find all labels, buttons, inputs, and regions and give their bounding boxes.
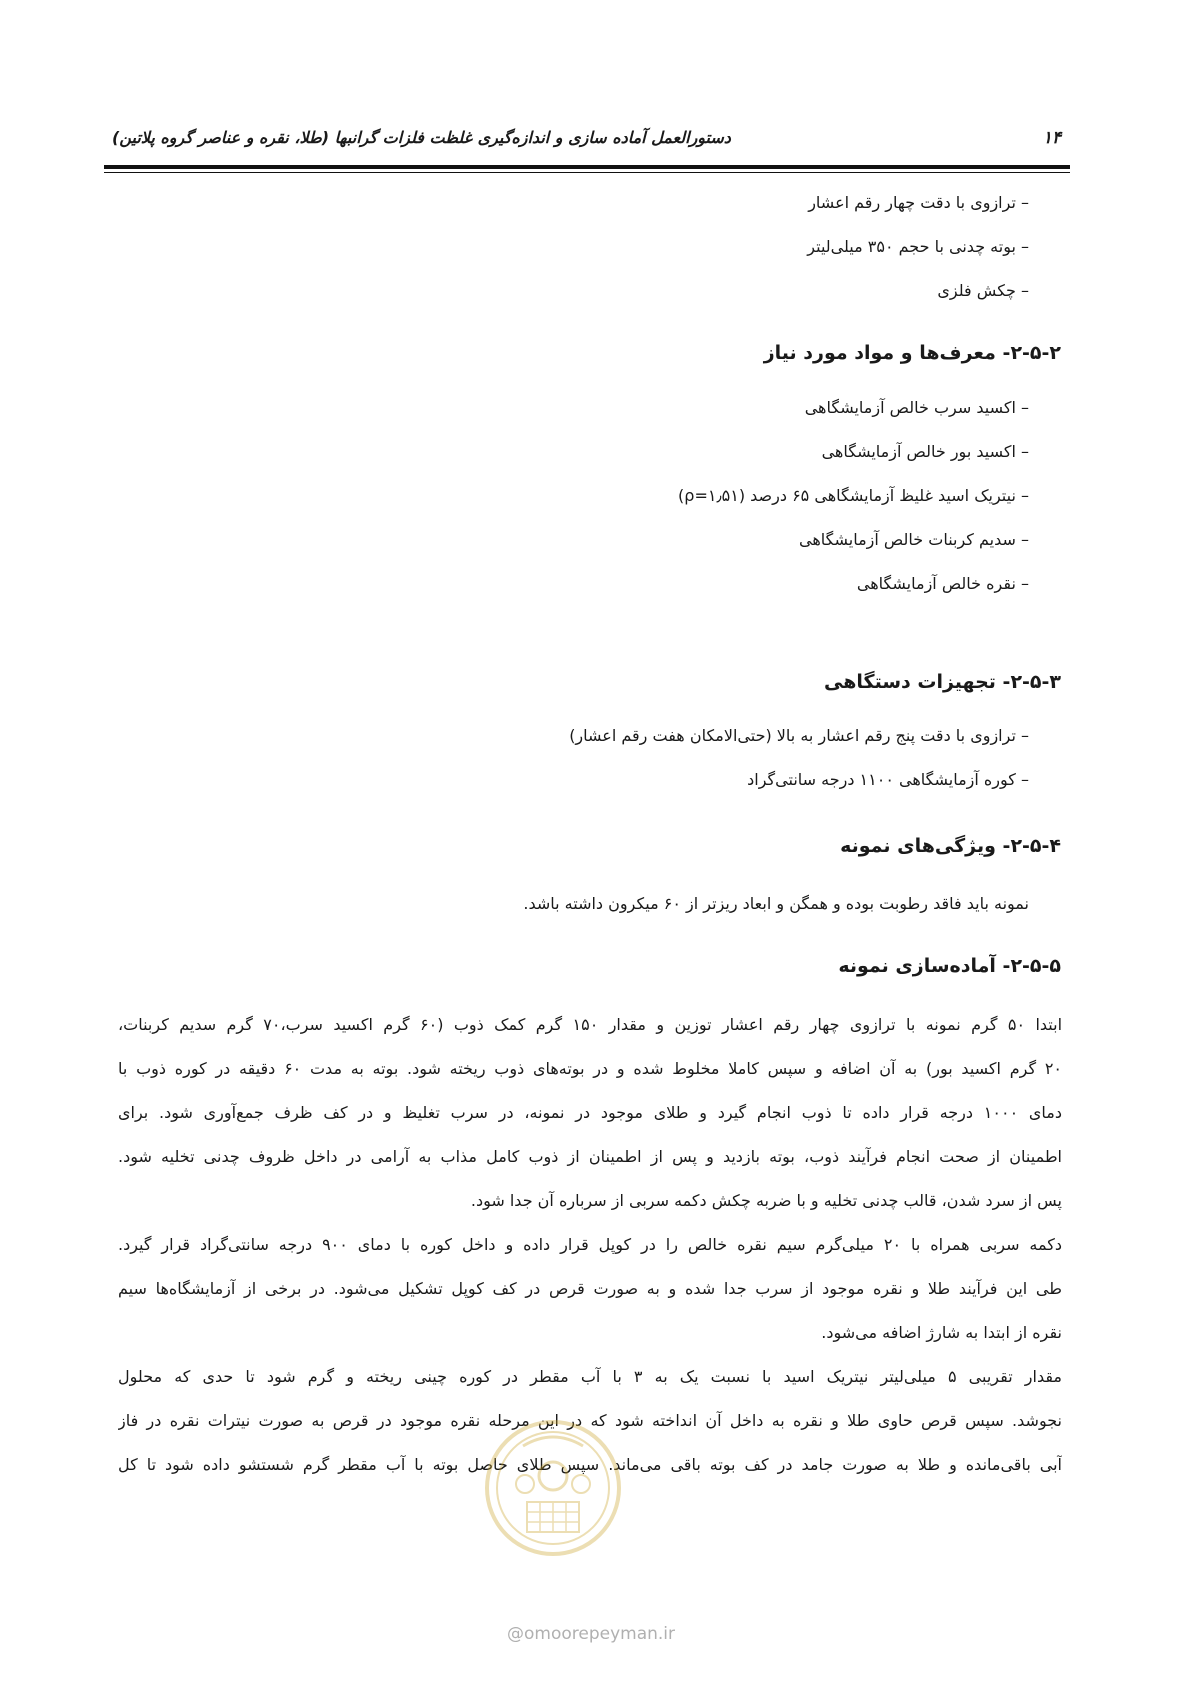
paragraph-line: نجوشد. سپس قرص حاوی طلا و نقره به داخل آن انداخته شود که در این مرحله نقره موجود در قرص به صورت نیترات نقره در فاز (118, 1411, 1062, 1430)
section-title: ویژگی‌های نمونه (840, 835, 996, 857)
paragraph-line: ابتدا ۵۰ گرم نمونه با ترازوی چهار رقم اعشار توزین و مقدار ۱۵۰ گرم کمک ذوب (۶۰ گرم اکسید سرب،۷۰ گرم سدیم کربنات، (118, 1015, 1062, 1034)
list-item: – نقره خالص آزمایشگاهی (856, 574, 1029, 593)
list-item: – اکسید بور خالص آزمایشگاهی (821, 442, 1029, 461)
section-title: آماده‌سازی نمونه (838, 955, 996, 977)
sample-properties-text: نمونه باید فاقد رطوبت بوده و همگن و ابعاد ریزتر از ۶۰ میکرون داشته باشد. (523, 894, 1029, 913)
paragraph-line: نقره از ابتدا به شارژ اضافه می‌شود. (821, 1323, 1062, 1342)
header-rule-thick (104, 165, 1070, 169)
paragraph-line: آبی باقی‌مانده و طلا به صورت جامد در کف بوته باقی می‌ماند. سپس طلای حاصل بوته با آب مقطر گرم شستشو داده شود تا کل (118, 1455, 1062, 1474)
reagents-list (678, 386, 1029, 606)
paragraph-line: مقدار تقریبی ۵ میلی‌لیتر نیتریک اسید با نسبت یک به ۳ با آب مقطر در کوره چینی ریخته و گرم شود تا حدی که محلول (118, 1367, 1062, 1386)
omoore-peyman-seal-icon (483, 1418, 623, 1558)
equipment-list (569, 714, 1029, 802)
section-heading-2-5-3 (824, 671, 1061, 693)
section-title: تجهیزات دستگاهی (823, 671, 996, 693)
tools-list (807, 181, 1029, 313)
section-heading-2-5-4 (840, 835, 1061, 857)
section-number: ۲-۵-۵- (1002, 955, 1061, 977)
section-number: ۲-۵-۴- (1002, 835, 1061, 857)
paragraph-2 (118, 1223, 1062, 1355)
paragraph-1 (118, 1003, 1062, 1223)
list-item: – چکش فلزی (937, 281, 1029, 300)
paragraph-line: طی این فرآیند طلا و نقره موجود از سرب جدا شده و به صورت قرص در کف کوپل تشکیل می‌شود. در برخی از آزمایشگاه‌ها سیم (118, 1279, 1062, 1298)
list-item: – کوره آزمایشگاهی ۱۱۰۰ درجه سانتی‌گراد (747, 770, 1029, 789)
paragraph-line: دکمه سربی همراه با ۲۰ میلی‌گرم سیم نقره خالص را در کوپل قرار داده و داخل کوره با دمای ۹۰۰ درجه سانتی‌گراد قرار گیرد. (118, 1235, 1062, 1254)
paragraph-line: ۲۰ گرم اکسید بور) به آن اضافه و سپس کاملا مخلوط شده و در بوته‌های ذوب ریخته شود. بوته به مدت ۶۰ دقیقه در کوره ذوب با (118, 1059, 1062, 1078)
section-heading-2-5-5 (838, 955, 1061, 977)
watermark-site-text: @omoorepeyman.ir (506, 1624, 676, 1644)
paragraph-line: پس از سرد شدن، قالب چدنی تخلیه و با ضربه چکش دکمه سربی از سرباره آن جدا شود. (470, 1191, 1062, 1210)
list-item: – نیتریک اسید غلیظ آزمایشگاهی ۶۵ درصد (ρ=۱٫۵۱) (678, 486, 1029, 505)
list-item: – سدیم کربنات خالص آزمایشگاهی (799, 530, 1029, 549)
header-rule-thin (104, 172, 1070, 173)
list-item: – ترازوی با دقت چهار رقم اعشار (808, 193, 1029, 212)
section-title: معرف‌ها و مواد مورد نیاز (763, 342, 996, 364)
running-header-title: دستورالعمل آماده سازی و اندازه‌گیری غلظت فلزات گرانبها (طلا، نقره و عناصر گروه پلاتین) (112, 128, 731, 147)
list-item: – بوته چدنی با حجم ۳۵۰ میلی‌لیتر (807, 237, 1029, 256)
paragraph-line: دمای ۱۰۰۰ درجه قرار داده تا ذوب انجام گیرد و طلای موجود در نمونه، در سرب تغلیظ و در کف ظرف جمع‌آوری شود. برای (118, 1103, 1062, 1122)
paragraph-line: اطمینان از صحت انجام فرآیند ذوب، بوته بازدید و پس از اطمینان از ذوب کامل مذاب به آرامی در داخل ظروف چدنی تخلیه شود. (118, 1147, 1062, 1166)
section-number: ۲-۵-۲- (1002, 342, 1061, 364)
list-item: – اکسید سرب خالص آزمایشگاهی (804, 398, 1029, 417)
page-number: ۱۴ (1042, 128, 1061, 148)
section-heading-2-5-2 (764, 342, 1061, 364)
section-number: ۲-۵-۳- (1002, 671, 1061, 693)
list-item: – ترازوی با دقت پنج رقم اعشار به بالا (حتی‌الامکان هفت رقم اعشار) (569, 726, 1029, 745)
